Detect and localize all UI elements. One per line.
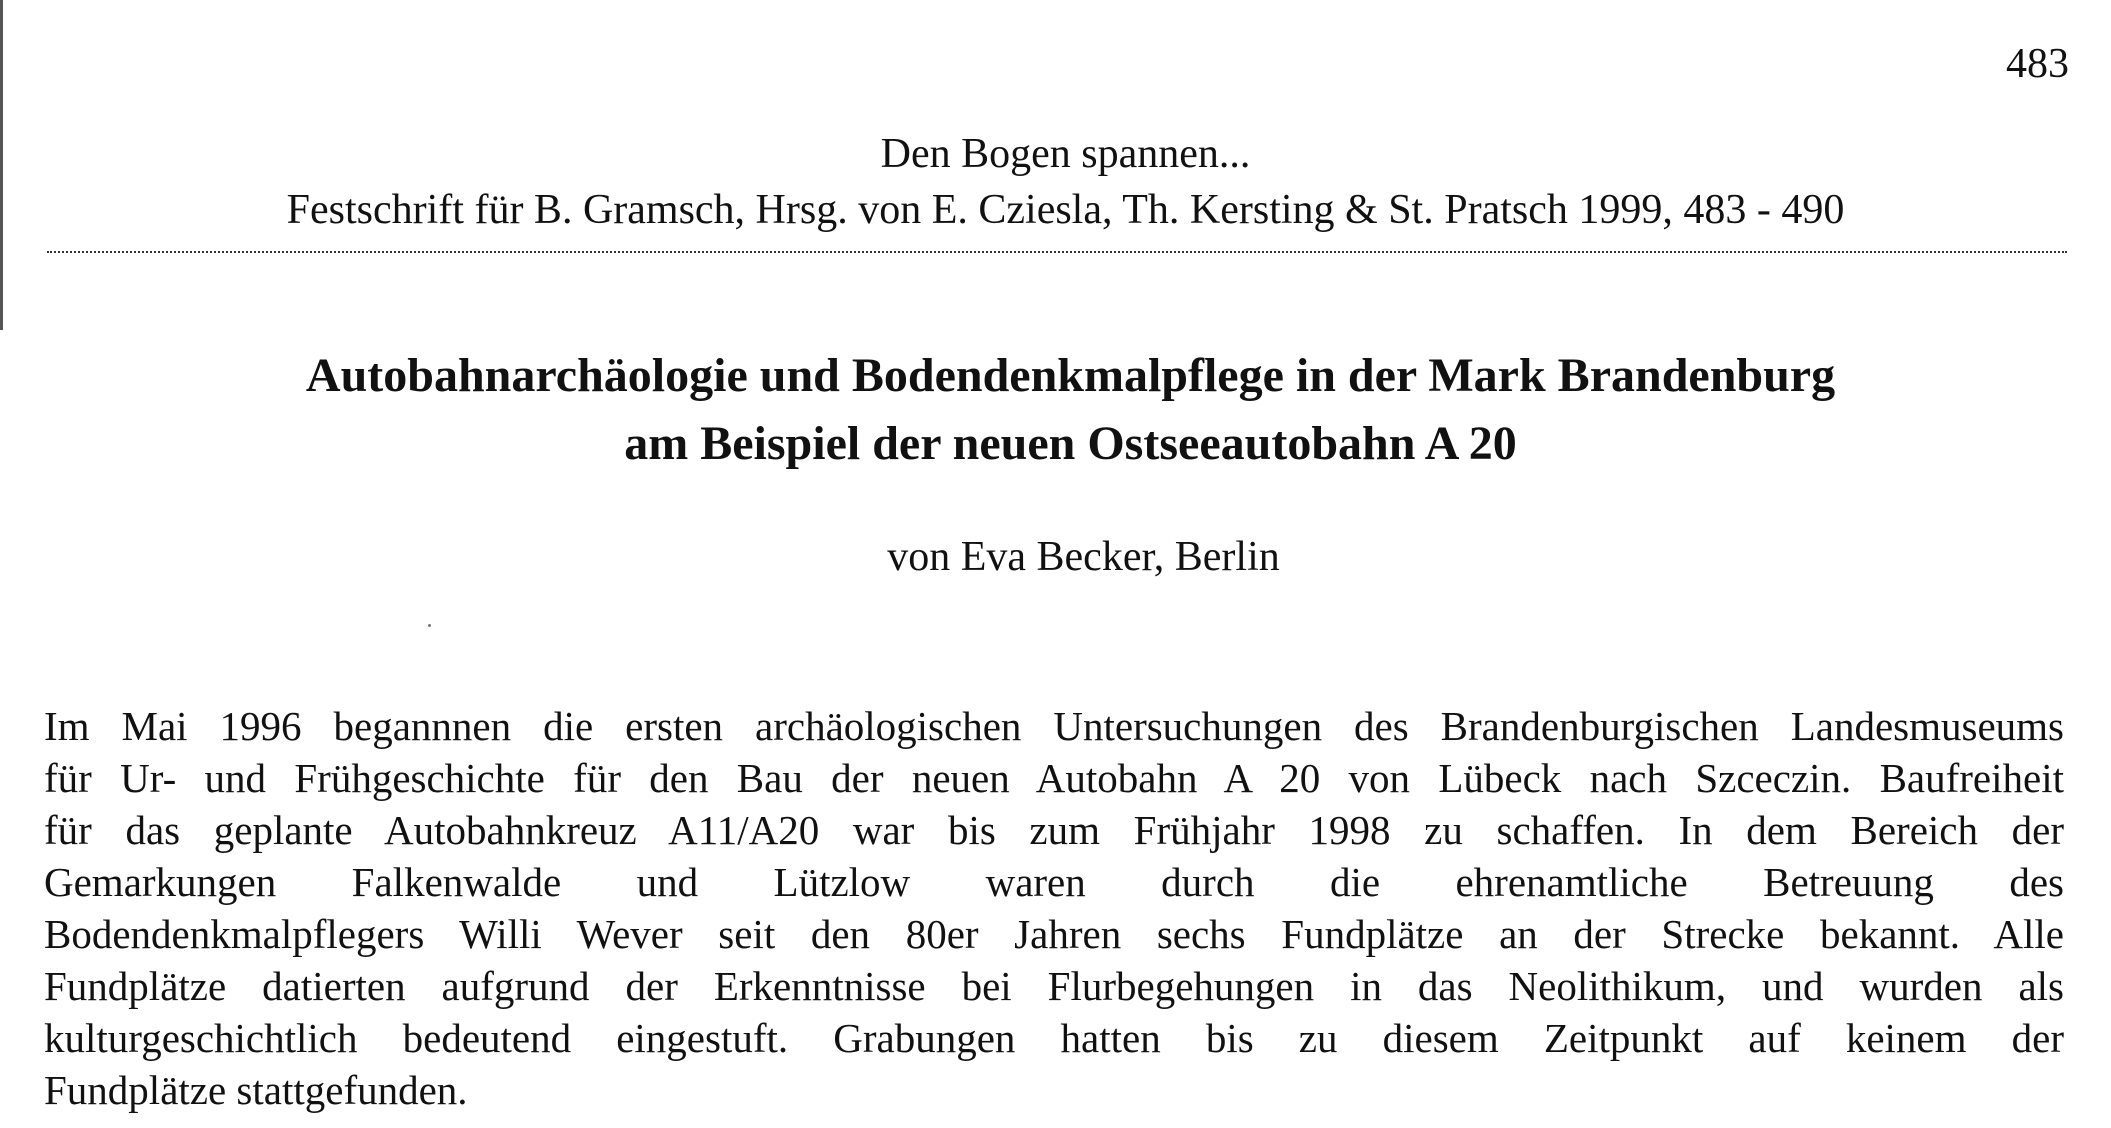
body-line: Fundplätze stattgefunden. — [44, 1067, 468, 1113]
article-title-line-2: am Beispiel der neuen Ostseeautobahn A 20 — [624, 417, 1517, 470]
scan-speck — [428, 624, 431, 627]
body-line: für Ur- und Frühgeschichte für den Bau der neuen Autobahn A 20 von Lübeck nach Szceczin. Baufreiheit — [44, 755, 2064, 801]
body-paragraph — [44, 700, 2064, 1116]
body-line: Im Mai 1996 begannnen die ersten archäologischen Untersuchungen des Brandenburgischen Landesmuseums — [44, 703, 2064, 749]
page-number: 483 — [2006, 41, 2069, 87]
header-divider — [47, 251, 2067, 253]
body-line: kulturgeschichtlich bedeutend eingestuft. Grabungen hatten bis zu diesem Zeitpunkt auf keinem der — [44, 1015, 2064, 1061]
body-line: für das geplante Autobahnkreuz A11/A20 war bis zum Frühjahr 1998 zu schaffen. In dem Bereich der — [44, 807, 2064, 853]
series-citation-line: Festschrift für B. Gramsch, Hrsg. von E. Cziesla, Th. Kersting & St. Pratsch 1999, 483 - 490 — [286, 187, 1845, 233]
article-author: von Eva Becker, Berlin — [887, 534, 1280, 580]
page-edge-shadow — [0, 0, 3, 330]
body-line: Gemarkungen Falkenwalde und Lützlow waren durch die ehrenamtliche Betreuung des — [44, 859, 2064, 905]
body-line: Fundplätze datierten aufgrund der Erkenntnisse bei Flurbegehungen in das Neolithikum, und wurden als — [44, 963, 2064, 1009]
series-title-line-1: Den Bogen spannen... — [880, 131, 1251, 177]
body-line: Bodendenkmalpflegers Willi Wever seit den 80er Jahren sechs Fundplätze an der Strecke bekannt. Alle — [44, 911, 2064, 957]
article-title-line-1: Autobahnarchäologie und Bodendenkmalpflege in der Mark Brandenburg — [305, 349, 1836, 402]
